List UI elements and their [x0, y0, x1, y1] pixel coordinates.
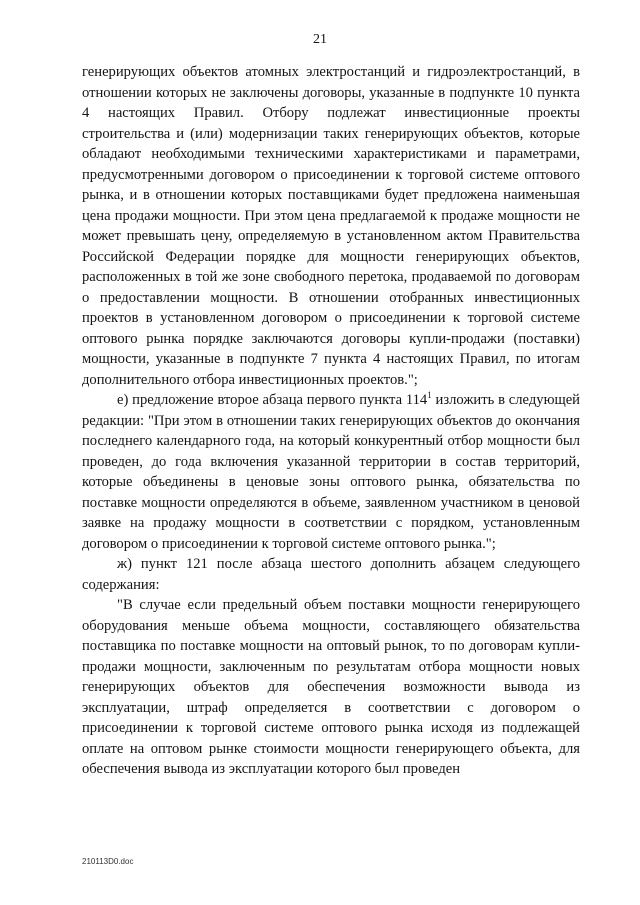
- document-footer-code: 210113D0.doc: [82, 857, 134, 866]
- superscript-mark: 1: [427, 390, 432, 401]
- paragraph-item-zh: ж) пункт 121 после абзаца шестого дополнить абзацем следующего содержания:: [82, 556, 580, 593]
- paragraph-item-e: [82, 390, 580, 554]
- paragraph-item-e-text-end: изложить в следующей редакции: "При этом в отношении таких генерирующих объектов до окончания последнего календарного года, на который конкурентный отбор мощности был проведен, до года включения указанной территории в состав территорий, которые объединены в ценовые зоны оптового рынка, обязательства по поставке мощности определяются в объеме, заявленном участником в ценовой заявке на продажу мощности в соответствии с порядком, установленным договором о присоединении к торговой системе оптового рынка.";: [82, 392, 580, 552]
- document-body: [82, 62, 580, 780]
- paragraph-quoted-addition: "В случае если предельный объем поставки мощности генерирующего оборудования меньше объема мощности, составляющего обязательства поставщика по поставке мощности на оптовый рынок, то по договорам купли-продажи мощности, заключенным по результатам отбора мощности новых генерирующих объектов для обеспечения возможности вывода из эксплуатации, штраф определяется в соответствии с договором о присоединении к торговой системе оптового рынка исходя из подлежащей оплате на оптовом рынке стоимости мощности генерирующего объекта, для обеспечения вывода из эксплуатации которого был проведен: [82, 597, 580, 777]
- paragraph-continuation: генерирующих объектов атомных электростанций и гидроэлектростанций, в отношении которых не заключены договоры, указанные в подпункте 10 пункта 4 настоящих Правил. Отбору подлежат инвестиционные проекты строительства и (или) модернизации таких генерирующих объектов, которые обладают необходимыми техническими характеристиками и параметрами, предусмотренными договором о присоединении к торговой системе оптового рынка, и в отношении которых поставщиками будет предложена наименьшая цена продажи мощности. При этом цена предлагаемой к продаже мощности не может превышать цену, определяемую в установленном актом Правительства Российской Федерации порядке для мощности генерирующих объектов, расположенных в той же зоне свободного перетока, продаваемой по договорам о предоставлении мощности. В отношении отобранных инвестиционных проектов в установленном договором о присоединении к торговой системе оптового рынка порядке заключаются договоры купли-продажи (поставки) мощности, указанные в подпункте 7 пункта 4 настоящих Правил, по итогам дополнительного отбора инвестиционных проектов.";: [82, 64, 580, 388]
- paragraph-item-e-text-start: е) предложение второе абзаца первого пункта 114: [117, 392, 428, 408]
- page-number: 21: [313, 32, 327, 47]
